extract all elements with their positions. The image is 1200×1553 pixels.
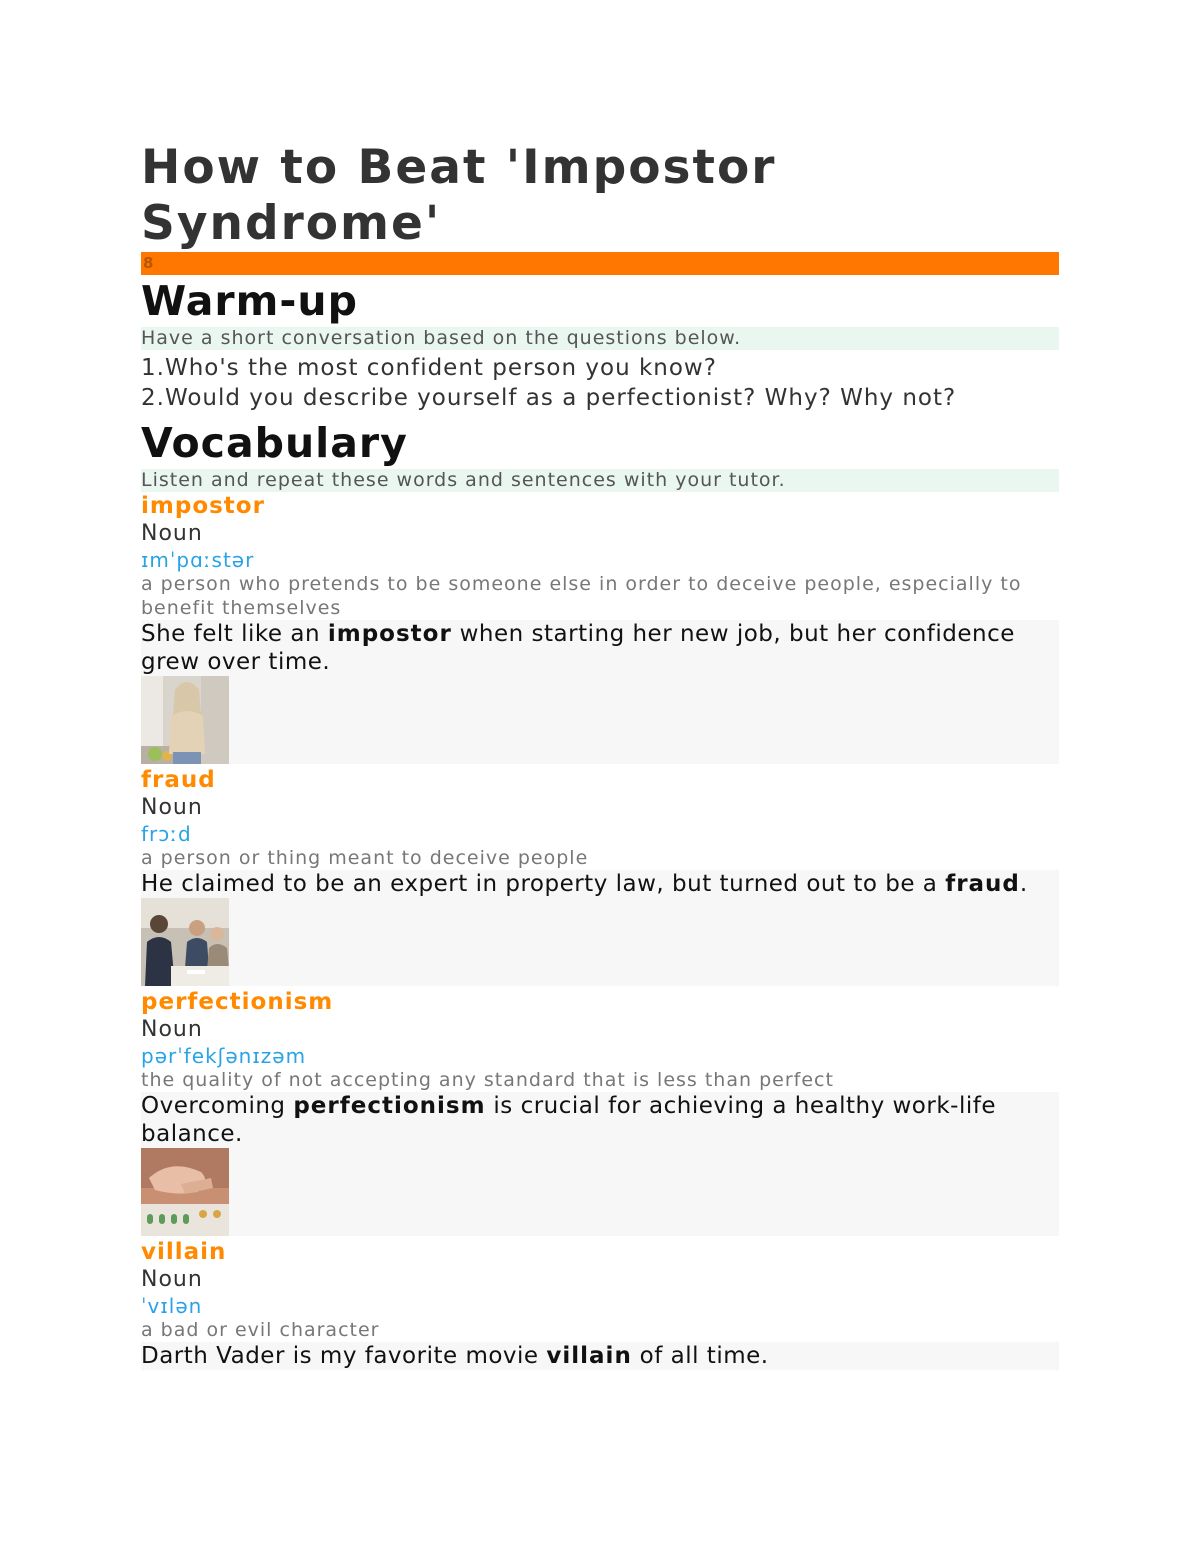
vocab-item — [141, 492, 1059, 764]
example-sentence: She felt like an impostor when starting her new job, but her confidence grew over time. — [141, 621, 1015, 675]
vocab-item — [141, 988, 1059, 1236]
pronunciation: pərˈfekʃənɪzəm — [141, 1044, 307, 1068]
vocab-word: perfectionism — [141, 989, 334, 1015]
vocab-item — [141, 1238, 1059, 1370]
definition: the quality of not accepting any standard that is less than perfect — [141, 1069, 834, 1091]
level-label: 8 — [143, 254, 154, 272]
page-title: How to Beat 'Impostor Syndrome' — [141, 140, 777, 251]
lesson-page — [141, 140, 1059, 1370]
example-keyword: fraud — [945, 871, 1020, 897]
part-of-speech: Noun — [141, 795, 203, 820]
warmup-heading: Warm-up — [141, 277, 358, 325]
part-of-speech: Noun — [141, 521, 203, 546]
question-item — [141, 353, 1059, 383]
question-text: Would you describe yourself as a perfectionist? Why? Why not? — [164, 385, 957, 411]
part-of-speech: Noun — [141, 1267, 203, 1292]
definition: a person or thing meant to deceive people — [141, 847, 589, 869]
pronunciation: frɔːd — [141, 822, 192, 846]
business-meeting-image — [141, 898, 229, 986]
question-number: 2. — [141, 385, 165, 411]
definition: a person who pretends to be someone else in order to deceive people, especially to benefit themselves — [141, 573, 1022, 619]
warmup-instruction: Have a short conversation based on the questions below. — [141, 327, 1059, 350]
part-of-speech: Noun — [141, 1017, 203, 1042]
woman-thinking-image — [141, 676, 229, 764]
question-text: Who's the most confident person you know? — [164, 355, 717, 381]
pronunciation: ˈvɪlən — [141, 1294, 203, 1318]
vocabulary-instruction: Listen and repeat these words and sentences with your tutor. — [141, 469, 1059, 492]
vocab-word: fraud — [141, 767, 216, 793]
definition: a bad or evil character — [141, 1319, 380, 1341]
question-item — [141, 383, 1059, 413]
example-keyword: impostor — [327, 621, 452, 647]
arranging-pills-image — [141, 1148, 229, 1236]
question-number: 1. — [141, 355, 165, 381]
vocab-item — [141, 766, 1059, 986]
example-sentence: Overcoming perfectionism is crucial for achieving a healthy work-life balance. — [141, 1093, 996, 1147]
example-sentence: Darth Vader is my favorite movie villain of all time. — [141, 1343, 769, 1369]
example-keyword: perfectionism — [293, 1093, 486, 1119]
example-box — [141, 1092, 1059, 1236]
example-box — [141, 620, 1059, 764]
vocab-word: impostor — [141, 493, 265, 519]
pronunciation: ɪmˈpɑːstər — [141, 548, 255, 572]
example-sentence: He claimed to be an expert in property law, but turned out to be a fraud. — [141, 871, 1028, 897]
example-keyword: villain — [546, 1343, 632, 1369]
example-box — [141, 1342, 1059, 1370]
vocab-word: villain — [141, 1239, 227, 1265]
vocabulary-heading: Vocabulary — [141, 419, 408, 467]
level-bar — [141, 252, 1059, 275]
example-box — [141, 870, 1059, 986]
